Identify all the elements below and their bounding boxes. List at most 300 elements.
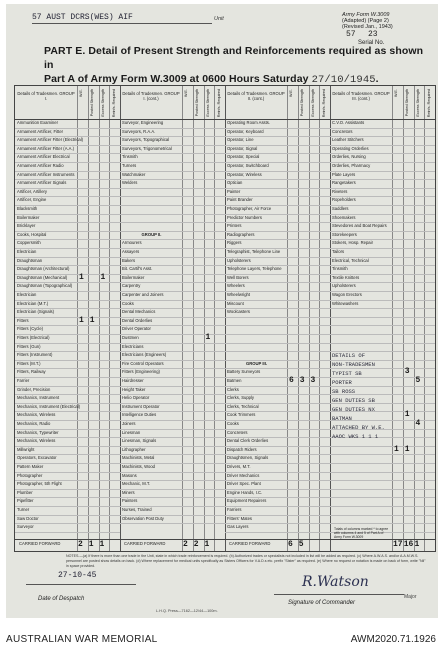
carried-forward-label: CARRIED FORWARD: [229, 541, 271, 546]
subcolumn-divider: [392, 86, 393, 551]
row-label: Masons: [122, 472, 137, 478]
column-header: [330, 86, 392, 120]
subcolumn-header-label: Posted Strength: [195, 89, 200, 117]
column-header: [15, 86, 77, 120]
subcolumn-header-label: Excess Strength: [100, 89, 105, 117]
row-label: Electricians: [122, 343, 144, 349]
row-label: Linesman: [122, 429, 141, 435]
row-label: Upholsterers: [332, 283, 356, 289]
row-label: Surveyors, Topographical: [122, 137, 170, 143]
row-label: Telegraphist, Telephone Line: [227, 249, 281, 254]
form-title: Army Form W.3009: [342, 12, 390, 18]
row-label: Plumber: [17, 489, 33, 495]
row-label: Riveters: [332, 188, 348, 194]
subcolumn-header-label: W.E.: [289, 89, 294, 98]
row-label: [332, 472, 391, 481]
title-part: PART E.: [44, 45, 86, 57]
row-label: Paint Brander: [227, 197, 253, 203]
stamp-line: BATMAN: [332, 415, 352, 423]
handwritten-entry: 3: [404, 367, 410, 377]
row-label: Dental Clerk Orderlies: [227, 438, 269, 444]
row-label: [332, 480, 391, 489]
subcolumn-header-label: Reinfs. Required: [111, 89, 116, 118]
row-label: Orderlies, Pharmacy: [332, 163, 371, 168]
row-label: Draughtsmen, Signals: [227, 455, 269, 461]
row-label: Pipefitter: [17, 498, 34, 504]
row-label: Cooks: [122, 300, 134, 306]
row-label: Mechanics, Instrument (Electrical): [17, 403, 81, 409]
stamp-line: GEN DUTIES NX: [332, 406, 375, 414]
subcolumn-header-label: Reinfs. Required: [426, 89, 431, 118]
row-label: Surveyor: [17, 524, 34, 530]
subcolumn-header: [392, 86, 403, 120]
subcolumn-divider: [77, 86, 78, 551]
stamp-line: NON-TRADESMEN: [332, 361, 375, 369]
subcolumn-divider: [109, 86, 110, 551]
row-label: Armament Artificer Instruments: [17, 171, 75, 177]
carried-forward-total: 17: [393, 540, 403, 549]
row-label: Electrician (Signals): [17, 309, 55, 315]
row-label: Helio Operator: [122, 395, 150, 401]
despatch-date: 27-10-45: [58, 571, 97, 580]
title-year: /1945: [343, 74, 376, 86]
row-label: Operators, Excavator: [17, 455, 57, 461]
carried-forward-total: 5: [298, 540, 304, 549]
row-label: Joiners: [122, 421, 136, 426]
subcolumn-divider: [403, 86, 404, 551]
carried-forward-label: Totals of columns marked * to agree with columns 4 and 5 of Part A of Army Form W.3009: [334, 527, 389, 539]
row-label: Boilermaker: [17, 214, 40, 220]
row-label: Painters: [122, 498, 138, 504]
row-label: Lithographer: [122, 446, 146, 452]
row-label: Turner: [17, 507, 30, 512]
row-label: Fitters (Electrical): [17, 335, 50, 340]
stamp-line: TYPIST SB: [332, 370, 362, 378]
row-label: C.V.O. Assistants: [332, 120, 365, 125]
row-label: [332, 334, 391, 343]
carried-forward-total: 1: [414, 540, 420, 549]
row-label: Electricians (Engineers): [122, 352, 167, 358]
title-date: 27/10: [311, 74, 344, 86]
subcolumn-header: [77, 86, 88, 120]
row-label: Printers: [227, 223, 242, 229]
row-label: Dental Mechanics: [122, 309, 156, 315]
row-label: Wagon Erectors: [332, 292, 362, 297]
subcolumn-header: [204, 86, 215, 120]
row-label: [332, 317, 391, 326]
row-label: Surveyors, R.A.A.: [122, 128, 156, 134]
row-label: Artificer, Artillery: [17, 188, 48, 194]
carried-forward-total: 16: [403, 540, 414, 549]
column-header-label: Details of Tradesmen. GROUP III. (cont.): [332, 91, 390, 101]
handwritten-entry: 1: [404, 444, 410, 454]
row-label: Carpenter and Joiners: [122, 292, 164, 297]
row-label: Hairdresser: [122, 378, 144, 383]
row-label: Ammunition Examiner: [17, 120, 58, 125]
title-text-1: Detail of Present Strength and Reinforcements required as shown in: [44, 45, 424, 71]
row-label: Farriers: [227, 507, 242, 512]
row-label: Equipment Repairers: [227, 498, 267, 504]
subcolumn-header-label: Excess Strength: [205, 89, 210, 117]
row-label: Mechanic, M.T.: [122, 481, 151, 487]
row-label: Operating Orderlies: [332, 145, 369, 151]
subcolumn-header-label: W.E.: [394, 89, 399, 98]
handwritten-entry: 3: [310, 376, 316, 385]
row-label: Driver Spec. Plant: [227, 481, 261, 487]
row-label: Machinists, Wood: [122, 464, 155, 469]
row-label: Mechanics, Wireless: [17, 412, 56, 418]
stamp-line: GEN DUTIES SB: [332, 397, 375, 405]
row-label: Tinsmith: [122, 154, 138, 160]
row-label: Fitters (Cycle): [17, 326, 44, 332]
row-label: Electrician (M.T.): [17, 300, 49, 306]
subcolumn-header: [182, 86, 193, 120]
row-label: Coppersmith: [17, 240, 41, 246]
row-label: GROUP III.: [245, 360, 268, 366]
row-label: Wheelers: [227, 283, 245, 289]
row-label: Fitters: [17, 317, 29, 323]
row-label: Draughtsman (Topographical): [17, 283, 73, 289]
carried-forward-total: 1: [204, 540, 210, 549]
subcolumn-header: [309, 86, 320, 120]
row-label: Bit. Cartif's Asst.: [122, 266, 153, 272]
row-label: [332, 343, 391, 352]
row-label: Armament Artificer, Fitter: [17, 128, 64, 134]
unit-label: Unit: [214, 16, 224, 22]
row-label: Driver Mechanics: [227, 472, 260, 478]
subcolumn-header: [193, 86, 204, 120]
row-label: Surveyors, Trigonometrical: [122, 145, 172, 151]
subcolumn-header: [99, 86, 110, 120]
row-label: Rangetakers: [332, 180, 356, 186]
carried-forward-label: CARRIED FORWARD: [19, 541, 61, 546]
row-label: Riggers: [227, 240, 242, 246]
row-label: Saddlers: [332, 206, 349, 211]
row-label: [227, 334, 286, 343]
row-label: Photographer, 5th Flight: [17, 481, 62, 487]
row-label: Grinder, Precision: [17, 386, 51, 392]
row-label: Dustmen: [122, 335, 139, 340]
row-label: Observation Post Duty: [122, 515, 164, 521]
row-label: Boilermaker: [122, 274, 145, 280]
form-revision: (Revised Jan., 1943): [342, 24, 393, 30]
row-label: Upholsterers: [227, 257, 251, 263]
row-label: Stevedores and Boat Repairs: [332, 223, 387, 229]
row-label: Battery Surveyors: [227, 369, 261, 375]
row-label: Ropeholders: [332, 197, 356, 203]
row-label: Photographer: [17, 472, 43, 478]
row-label: Orderlies, Nursing: [332, 154, 366, 160]
row-label: Fitters (Engineering): [122, 369, 160, 375]
form-identifier: [342, 12, 393, 30]
row-label: Operator, Wireless: [227, 171, 262, 177]
handwritten-entry: 4: [415, 419, 421, 428]
row-label: Predictor Numbers: [227, 214, 262, 220]
row-label: Shoemakers: [332, 214, 356, 220]
row-label: Electrical, Technical: [332, 257, 369, 263]
subcolumn-divider: [309, 86, 310, 551]
handwritten-entry: 1: [79, 315, 84, 325]
subcolumn-header-label: Posted Strength: [90, 89, 95, 117]
row-label: [332, 325, 391, 334]
row-label: Intelligence Duties: [122, 412, 157, 418]
row-label: [122, 188, 181, 197]
despatch-line: [26, 584, 136, 585]
stamp-line: ATTACHED BY W.E.: [332, 424, 385, 432]
press-line: L.H.Q. Press—7162—12/44—100m.: [156, 609, 218, 613]
subcolumn-header: [319, 86, 330, 120]
signature-label: Signature of Commander: [288, 600, 356, 606]
row-label: Wheelwright: [227, 292, 251, 297]
handwritten-entry: 1: [89, 315, 95, 325]
subcolumn-divider: [414, 86, 415, 551]
subcolumn-divider: [88, 86, 89, 551]
subcolumn-divider: [319, 86, 320, 551]
row-label: Armament Artificer Radio: [17, 163, 64, 168]
row-label: Painter: [227, 188, 241, 194]
row-label: [332, 506, 391, 515]
despatch-label: Date of Despatch: [38, 596, 85, 602]
subcolumn-divider: [214, 86, 215, 551]
subcolumn-header-label: W.E.: [184, 89, 189, 98]
row-label: Bricklayer: [17, 223, 36, 229]
stamp-line: AAOC WKS 1 1 1: [332, 433, 379, 441]
row-label: GROUP II.: [141, 231, 162, 237]
column-header-label: Details of Tradesmen. GROUP II. (cont.): [227, 91, 285, 101]
subcolumn-divider: [204, 86, 205, 551]
subcolumn-divider: [193, 86, 194, 551]
row-label: Draughtsman (Architectural): [17, 266, 70, 272]
handwritten-entry: 1: [100, 272, 106, 282]
row-rule: [225, 532, 330, 533]
carried-forward-total: 6: [288, 540, 293, 549]
row-label: Miscount: [227, 300, 244, 306]
footer-accession: AWM2020.71.1926: [350, 634, 436, 645]
row-label: Woolcasters: [227, 309, 250, 315]
row-label: Turners: [122, 163, 137, 168]
row-label: Mechanics, Radio: [17, 421, 51, 426]
column-divider: [225, 86, 226, 551]
subcolumn-header-label: Reinfs. Required: [321, 89, 326, 118]
carried-forward-total: 2: [78, 540, 83, 549]
subcolumn-header: [298, 86, 309, 120]
form-sheet: [6, 4, 438, 618]
carried-forward-total: 1: [99, 540, 105, 549]
row-label: Textile Knitters: [332, 274, 360, 280]
row-label: Electrician: [17, 292, 37, 297]
row-label: Armament Artificer Fitter (A.A.): [17, 145, 75, 151]
carried-forward-total: 1: [88, 540, 94, 549]
stamp-line: PORTER: [332, 379, 352, 387]
row-label: [122, 214, 181, 223]
row-label: Farrier: [17, 378, 30, 383]
footer-institution: AUSTRALIAN WAR MEMORIAL: [6, 634, 158, 645]
row-label: Nurses, Trained: [122, 507, 152, 512]
row-label: Pattern Maker: [17, 464, 44, 469]
row-label: [332, 446, 391, 455]
subcolumn-divider: [298, 86, 299, 551]
row-label: Well Borers: [227, 274, 249, 280]
row-label: Surveyor, Engineering: [122, 120, 164, 125]
strength-table: [14, 85, 436, 552]
row-label: Bakers: [122, 257, 136, 263]
column-header: [120, 86, 182, 120]
subcolumn-header: [403, 86, 414, 120]
row-label: Operator, Signal: [227, 145, 258, 151]
carried-forward-total: 2: [183, 540, 188, 549]
row-label: Fitters, Railway: [17, 369, 46, 375]
stamp-line: DETAILS OF: [332, 352, 366, 360]
column-header: [225, 86, 287, 120]
row-label: Concreters: [227, 429, 248, 435]
subcolumn-header: [287, 86, 298, 120]
row-label: Blacksmith: [17, 206, 38, 211]
subcolumn-divider: [424, 86, 425, 551]
non-tradesmen-stamp: [332, 351, 385, 441]
row-label: Telephone Layers, Telephone: [227, 266, 282, 272]
row-label: [332, 515, 391, 524]
row-label: [227, 317, 286, 326]
row-label: Mechanics, Wireless: [17, 438, 56, 444]
column-header-label: Details of Tradesmen. GROUP I.: [17, 91, 75, 101]
subcolumn-header: [109, 86, 120, 120]
row-rule: [15, 532, 120, 533]
title-end: .: [375, 73, 379, 85]
row-label: [332, 308, 391, 317]
row-label: Tailors: [332, 249, 345, 254]
serial-label: Serial No.: [358, 40, 385, 46]
row-label: Cooks, Hospital: [17, 231, 47, 237]
row-label: [332, 489, 391, 498]
row-label: Machinists, Metal: [122, 455, 155, 461]
row-label: Whitewashers: [332, 300, 359, 306]
column-divider: [330, 86, 331, 551]
row-label: Tinsmith: [332, 266, 348, 272]
row-rule: [120, 523, 225, 524]
row-label: Fire Control Operators: [122, 360, 164, 366]
row-label: Storekeepers: [332, 231, 357, 237]
row-label: Clerks, Supply: [227, 395, 254, 401]
row-label: [122, 205, 181, 214]
row-label: Fitters (Instrument): [17, 352, 53, 358]
column-header-label: Details of Tradesmen. GROUP I. (cont.): [122, 91, 180, 101]
signature-line: [274, 594, 404, 595]
title-text-2: Part A of Army Form W.3009 at 0600 Hours Saturday: [44, 73, 309, 85]
row-label: [332, 454, 391, 463]
handwritten-entry: 3: [299, 376, 305, 385]
handwritten-entry: 1: [394, 444, 399, 454]
row-label: Batmen: [227, 378, 242, 383]
row-label: Armament Artificer Fitter (Electrical): [17, 137, 84, 143]
serial-value-2: 23: [368, 30, 378, 39]
row-label: Dental Orderlies: [122, 317, 153, 323]
subcolumn-header-label: W.E.: [79, 89, 84, 98]
row-label: Operator, Special: [227, 154, 260, 160]
row-label: Dispatch Riders: [227, 446, 257, 452]
handwritten-entry: 1: [79, 272, 84, 282]
row-label: Driver Operator: [122, 326, 151, 332]
row-label: Armament Artificer Electrical: [17, 154, 70, 160]
row-label: [332, 463, 391, 472]
subcolumn-header-label: Excess Strength: [310, 89, 315, 117]
subcolumn-divider: [182, 86, 183, 551]
subcolumn-header-label: Excess Strength: [415, 89, 420, 117]
row-label: Saw Doctor: [17, 515, 39, 521]
row-label: Concretors: [332, 128, 353, 134]
column-divider: [120, 86, 121, 551]
row-label: Photographer, Air Force: [227, 206, 272, 211]
row-label: Electrician: [17, 249, 37, 254]
form-subtitle: (Adapted) (Page 2): [342, 18, 389, 24]
row-label: Drivers, M.T.: [227, 464, 251, 469]
serial-value: 57: [346, 30, 356, 39]
row-label: Miners: [122, 489, 135, 495]
row-label: Draughtsman: [17, 257, 43, 263]
row-label: Carpentry: [122, 283, 141, 289]
row-label: Gas Layers: [227, 524, 249, 530]
row-label: Welders: [122, 180, 138, 186]
subcolumn-header-label: Posted Strength: [405, 89, 410, 117]
row-label: Leather Stitchers: [332, 137, 364, 143]
row-label: Linesman, Signals: [122, 438, 157, 444]
row-label: [227, 351, 286, 360]
row-label: Stokers, Hosp. Repair: [332, 240, 373, 246]
subcolumn-header: [214, 86, 225, 120]
handwritten-entry: 1: [404, 410, 410, 420]
handwritten-entry: 5: [415, 376, 421, 385]
row-label: [227, 325, 286, 334]
subcolumn-header: [414, 86, 425, 120]
row-label: [227, 343, 286, 352]
notes-text: NOTES.—(a) If there is more than one trade in the Unit, state in which trade reinforcement is required. (b) Authorized trades or specialists not included in list will be added as required. (c) Where A.W.A.S. and/or A.A.M.W.S. personnel are posted show details on back. (d) Where replacement for medical units specifically as Sisters Officers for V.A.D.s etc. prefix "Sister" as required. (e) Where no request or notation is made on back of form, write "Nil" in space provided.: [66, 554, 426, 568]
signature-rank: Major: [404, 594, 417, 600]
commander-signature: R.Watson: [302, 574, 369, 590]
row-label: Cook Trimmers: [227, 412, 256, 418]
subcolumn-divider: [287, 86, 288, 551]
row-label: Artificer, Engine: [17, 197, 47, 203]
row-label: Engine Hands, I.C.: [227, 489, 263, 495]
page-title: [44, 44, 424, 87]
row-label: Operator, Switchboard: [227, 163, 269, 168]
row-label: Watchmaker: [122, 171, 146, 177]
row-label: Draughtsman (Mechanical): [17, 274, 68, 280]
row-label: Armourers: [122, 240, 142, 246]
subcolumn-header-label: Posted Strength: [300, 89, 305, 117]
row-label: Operator, Line: [227, 137, 254, 143]
carried-forward-label: CARRIED FORWARD: [124, 541, 166, 546]
subcolumn-header: [88, 86, 99, 120]
handwritten-entry: 6: [289, 376, 294, 385]
row-label: Fitters' Mates: [227, 515, 252, 521]
row-label: Radiographers: [227, 231, 255, 237]
row-label: Clerks, Technical: [227, 403, 259, 409]
handwritten-entry: 1: [205, 333, 211, 342]
row-label: Height Taker: [122, 386, 146, 392]
row-label: Optician: [227, 180, 243, 186]
row-label: Fitters (M.T.): [17, 360, 41, 366]
row-label: Mechanics, Typewriter: [17, 429, 59, 435]
unit-field: 57 AUST DCRS(WES) AIF: [32, 13, 212, 24]
subcolumn-header-label: Reinfs. Required: [216, 89, 221, 118]
row-label: [122, 196, 181, 205]
row-label: Clerks: [227, 386, 239, 392]
row-label: Fitters (Gun): [17, 343, 41, 349]
row-label: Cooks: [227, 421, 239, 426]
row-label: Assayers: [122, 249, 140, 254]
row-label: Armament Artificer Signals: [17, 180, 67, 186]
archive-footer: [0, 622, 444, 653]
row-label: Operator, Keyboard: [227, 128, 264, 134]
